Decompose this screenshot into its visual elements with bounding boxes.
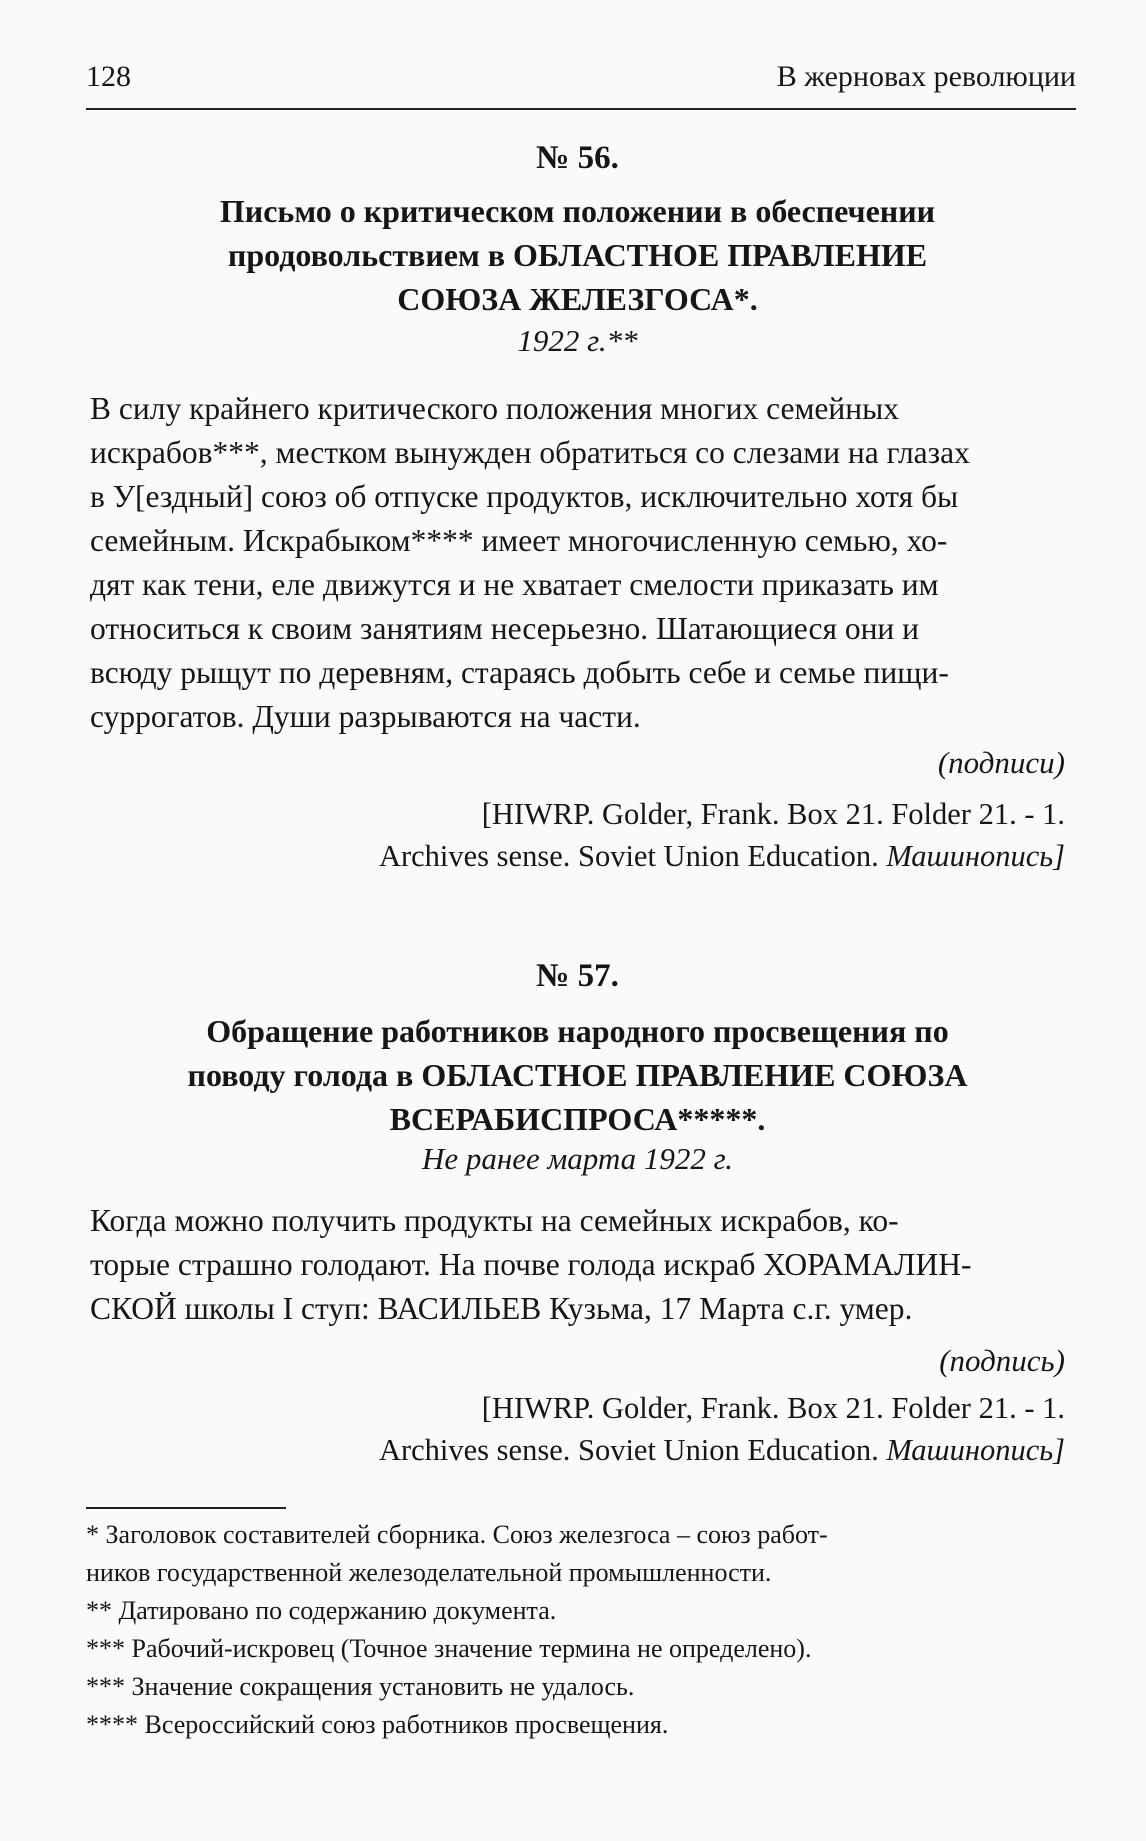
archive-line: [HIWRP. Golder, Frank. Box 21. Folder 21. - 1. [481, 1391, 1065, 1425]
footnote: * Заголовок составителей сборника. Союз железгоса – союз работ- [86, 1520, 828, 1549]
archive-source: Archives sense. Soviet Union Education. [378, 1433, 879, 1467]
doc-57-title [90, 1009, 1065, 1141]
doc-56-signature: (подписи) [937, 745, 1065, 780]
doc-56-title-line: продовольствием в ОБЛАСТНОЕ ПРАВЛЕНИЕ [227, 237, 928, 273]
running-title: В жерновах революции [776, 60, 1076, 93]
archive-line [90, 835, 1065, 877]
page-header [86, 56, 1076, 110]
doc-56-title [90, 189, 1065, 321]
body-line: в У[ездный] союз об отпуске продуктов, исключительно хотя бы [90, 479, 959, 514]
document-56 [90, 140, 1065, 877]
doc-57-title-line: поводу голода в ОБЛАСТНОЕ ПРАВЛЕНИЕ СОЮЗА [187, 1057, 968, 1093]
doc-57-body [90, 1199, 1065, 1331]
footnote: ** Датировано по содержанию документа. [86, 1596, 557, 1625]
footnote: **** Всероссийский союз работников просвещения. [86, 1710, 669, 1739]
doc-56-date: 1922 г.** [517, 323, 638, 358]
footnote-divider [86, 1507, 286, 1509]
footnote: *** Рабочий-искровец (Точное значение термина не определено). [86, 1634, 812, 1663]
body-line: В силу крайнего критического положения многих семейных [90, 391, 900, 426]
body-line: Когда можно получить продукты на семейных искрабов, ко- [90, 1203, 899, 1238]
doc-56-title-line: Письмо о критическом положении в обеспечении [219, 193, 936, 229]
body-line: относиться к своим занятиям несерьезно. Шатающиеся они и [90, 611, 920, 646]
doc-56-number: № 56. [536, 140, 619, 176]
body-line: дят как тени, еле движутся и не хватает смелости приказать им [90, 567, 939, 602]
document-57 [90, 958, 1065, 1471]
page-number: 128 [86, 60, 131, 93]
footnote: ников государственной железоделательной промышленности. [86, 1558, 772, 1587]
archive-line: [HIWRP. Golder, Frank. Box 21. Folder 21. - 1. [481, 797, 1065, 831]
footnotes [86, 1516, 1076, 1744]
doc-57-archive [90, 1387, 1065, 1471]
archive-type: Машинопись] [886, 1433, 1065, 1467]
doc-56-title-line: СОЮЗА ЖЕЛЕЗГОСА*. [397, 281, 758, 317]
doc-57-signature: (подпись) [939, 1343, 1065, 1378]
archive-line [90, 1429, 1065, 1471]
body-line: СКОЙ школы I ступ: ВАСИЛЬЕВ Кузьма, 17 Марта с.г. умер. [90, 1291, 913, 1326]
body-line: семейным. Искрабыком**** имеет многочисленную семью, хо- [90, 523, 948, 558]
archive-source: Archives sense. Soviet Union Education. [378, 839, 879, 873]
body-line: суррогатов. Души разрываются на части. [90, 699, 641, 734]
body-line: искрабов***, местком вынужден обратиться со слезами на глазах [90, 435, 970, 470]
doc-56-archive [90, 793, 1065, 877]
archive-type: Машинопись] [886, 839, 1065, 873]
doc-56-body [90, 387, 1065, 739]
footnote: *** Значение сокращения установить не удалось. [86, 1672, 635, 1701]
body-line: всюду рыщут по деревням, стараясь добыть себе и семье пищи- [90, 655, 949, 690]
doc-57-date: Не ранее марта 1922 г. [421, 1141, 734, 1176]
body-line: торые страшно голодают. На почве голода искраб ХОРАМАЛИН- [90, 1247, 972, 1282]
doc-57-number: № 57. [536, 958, 619, 994]
doc-57-title-line: Обращение работников народного просвещения по [206, 1013, 949, 1049]
doc-57-title-line: ВСЕРАБИСПРОСА*****. [389, 1101, 766, 1137]
